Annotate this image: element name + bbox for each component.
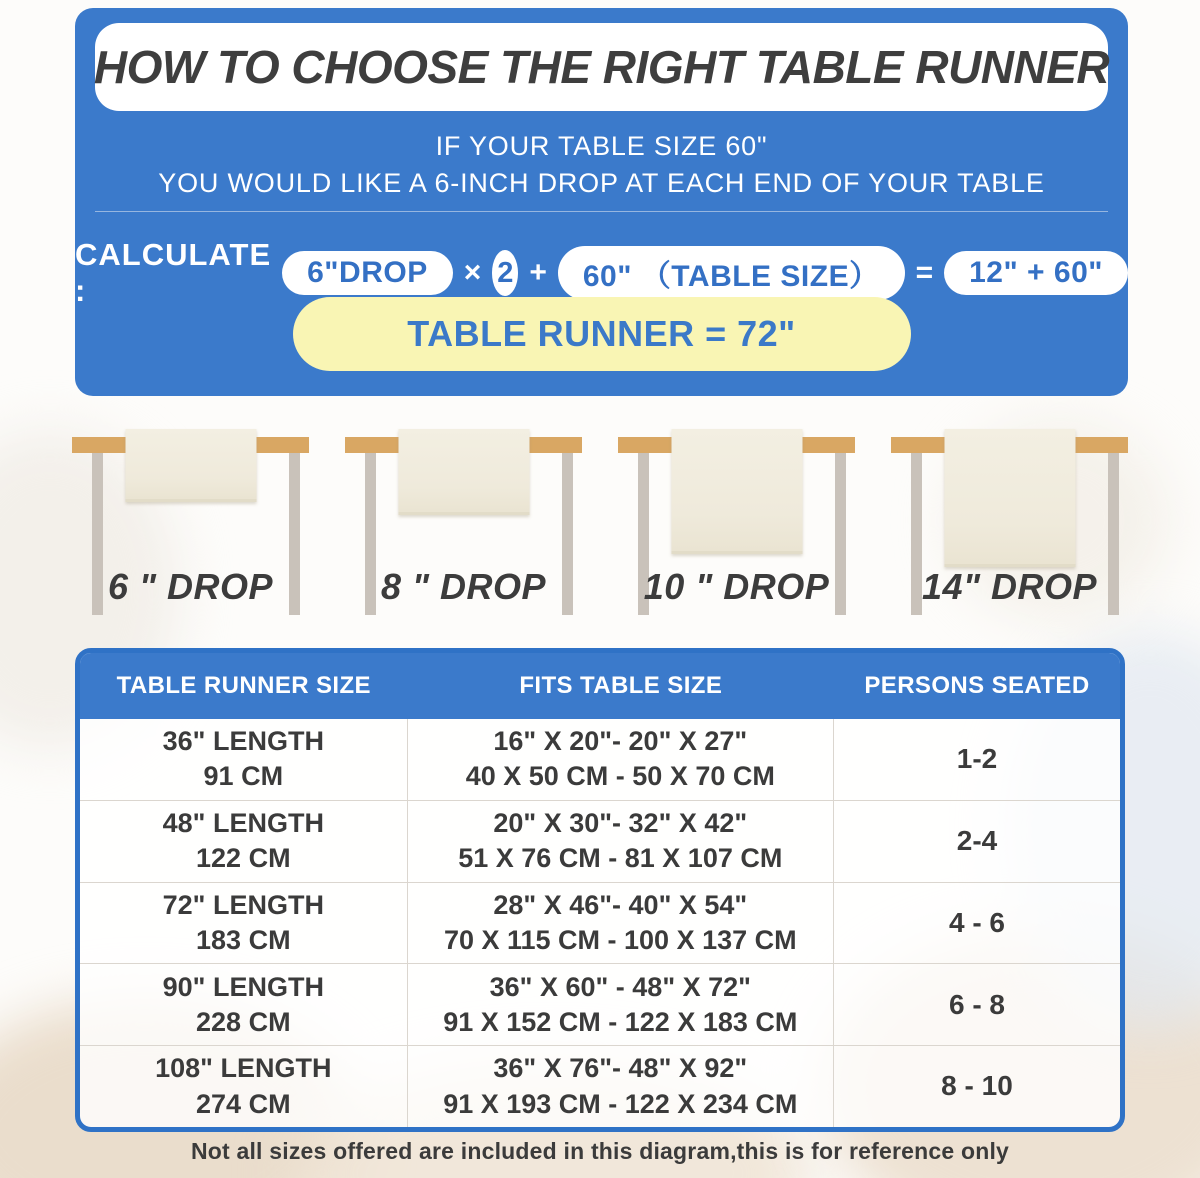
runner-size-cm: 228 CM <box>196 1006 291 1037</box>
fits-size-cm: 51 X 76 CM - 81 X 107 CM <box>458 843 783 874</box>
title-banner <box>95 23 1108 111</box>
fits-table-size-cell <box>408 883 834 964</box>
table-illustration-10-inch <box>618 424 855 634</box>
persons-seated-cell <box>834 801 1120 882</box>
fits-size-inches: 36" X 76"- 48" X 92" <box>493 1053 748 1084</box>
table-illustration-8-inch <box>345 424 582 634</box>
column-header-fits-table-size: FITS TABLE SIZE <box>519 672 723 699</box>
equals-sign: = <box>915 256 934 289</box>
runner-size-cell <box>80 964 408 1045</box>
runner-size-cell <box>80 1046 408 1127</box>
persons-seated-cell <box>834 964 1120 1045</box>
fits-size-inches: 20" X 30"- 32" X 42" <box>493 808 748 839</box>
subtitle-line1: IF YOUR TABLE SIZE 60" <box>435 131 768 161</box>
fits-table-size-cell <box>408 964 834 1045</box>
size-table <box>75 648 1125 1132</box>
runner-size-cm: 183 CM <box>196 924 291 955</box>
fits-size-cm: 91 X 152 CM - 122 X 183 CM <box>443 1006 798 1037</box>
runner-size-cell <box>80 801 408 882</box>
size-table-header <box>80 653 1120 719</box>
persons-seated-value: 8 - 10 <box>941 1070 1013 1102</box>
table-row <box>80 963 1120 1045</box>
runner-drape-graphic <box>944 429 1075 567</box>
calculate-label: CALCULATE : <box>75 237 272 308</box>
multiply-sign: × <box>463 256 482 289</box>
runner-size-inches: 90" LENGTH <box>162 971 324 1002</box>
fits-size-inches: 16" X 20"- 20" X 27" <box>493 726 748 757</box>
persons-seated-cell <box>834 719 1120 800</box>
table-row <box>80 800 1120 882</box>
header-divider <box>95 211 1108 212</box>
runner-size-cm: 274 CM <box>196 1088 291 1119</box>
runner-size-inches: 72" LENGTH <box>162 889 324 920</box>
runner-drape-graphic <box>125 429 256 502</box>
subtitle-line2: YOU WOULD LIKE A 6-INCH DROP AT EACH END OF YOUR TABLE <box>158 168 1045 198</box>
table-row <box>80 882 1120 964</box>
page-title: HOW TO CHOOSE THE RIGHT TABLE RUNNER <box>93 41 1110 93</box>
fits-table-size-cell <box>408 801 834 882</box>
table-row <box>80 719 1120 800</box>
drop-label: 14" DROP <box>921 566 1098 607</box>
result-text: TABLE RUNNER = 72" <box>407 313 796 354</box>
drop-pill: 6"DROP <box>282 251 453 295</box>
fits-size-cm: 91 X 193 CM - 122 X 234 CM <box>443 1088 798 1119</box>
fits-size-inches: 28" X 46"- 40" X 54" <box>493 889 748 920</box>
fits-size-cm: 70 X 115 CM - 100 X 137 CM <box>443 924 797 955</box>
table-row <box>80 1045 1120 1127</box>
persons-seated-value: 6 - 8 <box>948 988 1005 1020</box>
fits-table-size-cell <box>408 719 834 800</box>
drop-label: 8 " DROP <box>380 566 547 607</box>
column-header-runner-size: TABLE RUNNER SIZE <box>116 672 371 699</box>
runner-drape-graphic <box>671 429 802 554</box>
table-illustration-14-inch <box>891 424 1128 634</box>
column-header-persons-seated: PERSONS SEATED <box>864 672 1090 699</box>
persons-seated-cell <box>834 883 1120 964</box>
runner-size-cell <box>80 719 408 800</box>
fits-size-cm: 40 X 50 CM - 50 X 70 CM <box>465 761 775 792</box>
runner-drape-graphic <box>398 429 529 515</box>
sum-pill: 12" + 60" <box>944 251 1128 295</box>
persons-seated-cell <box>834 1046 1120 1127</box>
header-card <box>75 8 1128 396</box>
fits-table-size-cell <box>408 1046 834 1127</box>
runner-size-inches: 36" LENGTH <box>162 726 324 757</box>
runner-size-cell <box>80 883 408 964</box>
drop-examples-section <box>72 424 1128 634</box>
runner-size-cm: 122 CM <box>196 843 291 874</box>
runner-size-cm: 91 CM <box>203 761 284 792</box>
fits-size-inches: 36" X 60" - 48" X 72" <box>489 971 751 1002</box>
runner-size-inches: 108" LENGTH <box>155 1053 332 1084</box>
persons-seated-value: 4 - 6 <box>948 906 1005 938</box>
persons-seated-value: 2-4 <box>956 825 998 856</box>
multiplier-badge: 2 <box>492 250 518 296</box>
table-illustration-6-inch <box>72 424 309 634</box>
footer-note: Not all sizes offered are included in this diagram,this is for reference only <box>190 1138 1010 1164</box>
plus-sign: + <box>529 256 547 289</box>
drop-label: 6 " DROP <box>107 566 274 607</box>
table-size-pill: 60" （TABLE SIZE） <box>558 246 905 300</box>
persons-seated-value: 1-2 <box>956 743 998 775</box>
drop-label: 10 " DROP <box>643 566 830 607</box>
runner-size-inches: 48" LENGTH <box>162 808 324 839</box>
result-pill <box>293 297 911 371</box>
